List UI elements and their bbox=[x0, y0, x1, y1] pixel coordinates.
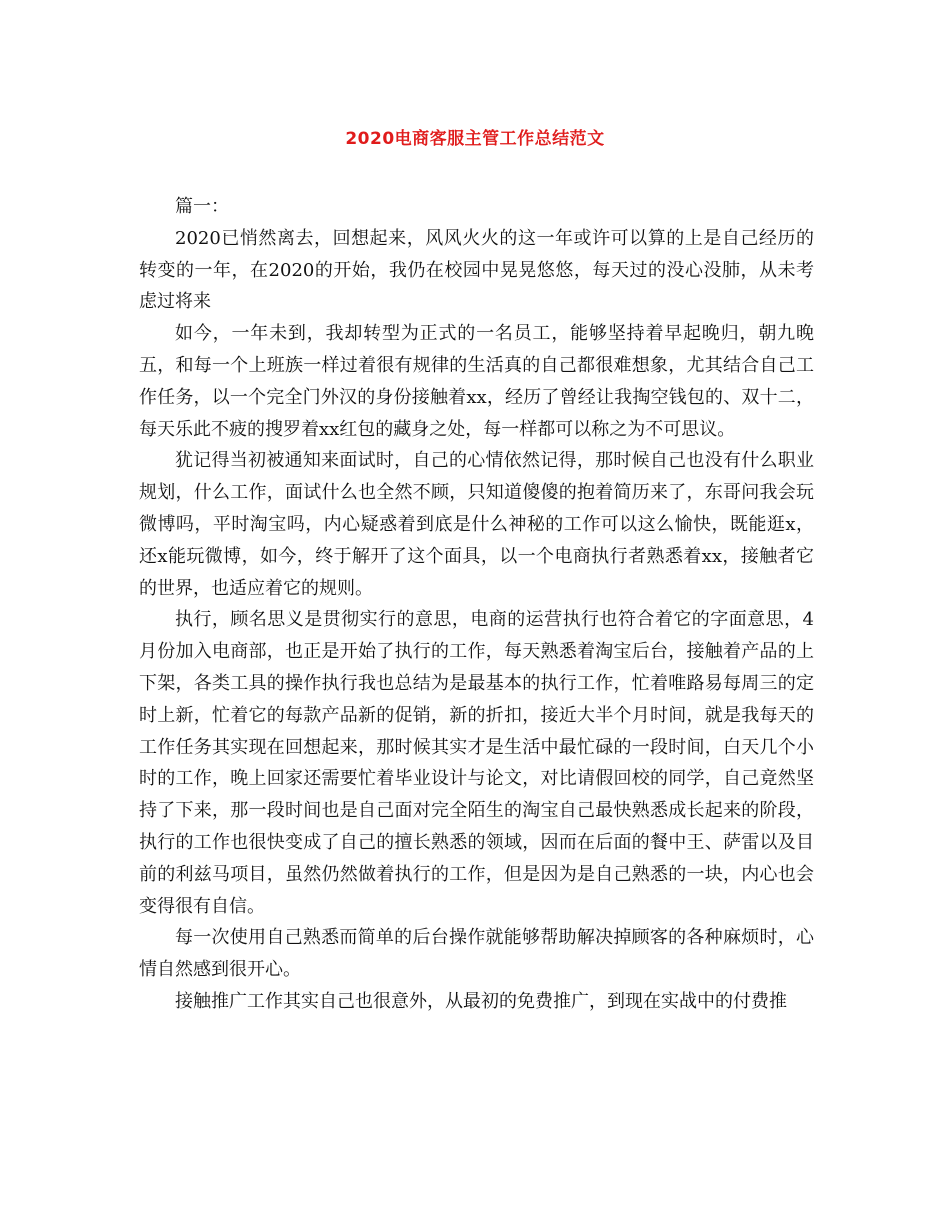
paragraph: 执行，顾名思义是贯彻实行的意思，电商的运营执行也符合着它的字面意思，4月份加入电商部，也正是开始了执行的工作，每天熟悉着淘宝后台，接触着产品的上下架，各类工具的操作执行我也总结为是最基本的执行工作，忙着唯路易每周三的定时上新，忙着它的每款产品新的促销，新的折扣，接近大半个月时间，就是我每天的工作任务其实现在回想起来，那时候其实才是生活中最忙碌的一段时间，白天几个小时的工作，晚上回家还需要忙着毕业设计与论文，对比请假回校的同学，自己竟然坚持了下来，那一段时间也是自己面对完全陌生的淘宝自己最快熟悉成长起来的阶段，执行的工作也很快变成了自己的擅长熟悉的领域，因而在后面的餐中王、萨雷以及目前的利兹马项目，虽然仍然做着执行的工作，但是因为是自己熟悉的一块，内心也会变得很有自信。 bbox=[139, 609, 814, 917]
paragraph: 2020已悄然离去，回想起来，风风火火的这一年或许可以算的上是自己经历的转变的一年，在2020的开始，我仍在校园中晃晃悠悠，每天过的没心没肺，从未考虑过将来 bbox=[139, 227, 814, 313]
paragraph: 接触推广工作其实自己也很意外，从最初的免费推广，到现在实战中的付费推 bbox=[175, 990, 787, 1012]
paragraph: 如今，一年未到，我却转型为正式的一名员工，能够坚持着早起晚归，朝九晚五，和每一个上班族一样过着很有规律的生活真的自己都很难想象，尤其结合自己工作任务，以一个完全门外汉的身份接触着xx，经历了曾经让我掏空钱包的、双十二，每天乐此不疲的搜罗着xx红包的藏身之处，每一样都可以称之为不可思议。 bbox=[139, 323, 814, 440]
document-body bbox=[139, 191, 814, 1018]
paragraph-heading: 篇一： bbox=[175, 196, 229, 217]
document-title: 2020电商客服主管工作总结范文 bbox=[345, 129, 605, 149]
paragraph: 每一次使用自己熟悉而简单的后台操作就能够帮助解决掉顾客的各种麻烦时，心情自然感到很开心。 bbox=[139, 927, 814, 981]
paragraph: 犹记得当初被通知来面试时，自己的心情依然记得，那时候自己也没有什么职业规划，什么工作，面试什么也全然不顾，只知道傻傻的抱着简历来了，东哥问我会玩微博吗，平时淘宝吗，内心疑惑着到底是什么神秘的工作可以这么愉快，既能逛x，还x能玩微博，如今，终于解开了这个面具，以一个电商执行者熟悉着xx，接触者它的世界，也适应着它的规则。 bbox=[139, 450, 814, 599]
